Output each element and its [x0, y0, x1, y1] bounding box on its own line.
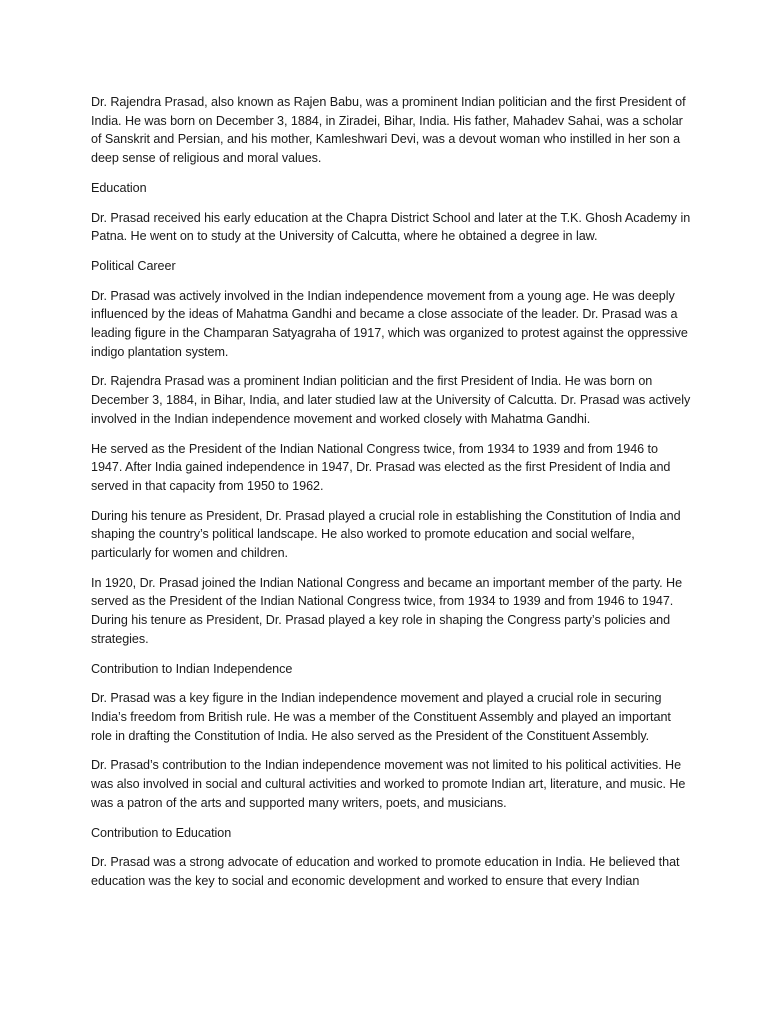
heading-contribution-independence: Contribution to Indian Independence	[91, 661, 293, 676]
heading-political-career: Political Career	[91, 258, 176, 273]
political-career-paragraph-1: Dr. Prasad was actively involved in the Indian independence movement from a young age. He was deeply influenced by the ideas of Mahatma Gandhi and became a close associate of the leader. Dr. Prasad was a leading figure in the Champaran Satyagraha of 1917, which was organized to protest against the oppressive indigo plantation system.	[91, 288, 688, 359]
independence-paragraph-2: Dr. Prasad’s contribution to the Indian independence movement was not limited to his political activities. He was also involved in social and cultural activities and worked to promote Indian art, literature, and music. He was a patron of the arts and supported many writers, poets, and musicians.	[91, 758, 686, 810]
education-contribution-paragraph: Dr. Prasad was a strong advocate of education and worked to promote education in India. He believed that education was the key to social and economic development and worked to ensure that every Indian	[91, 855, 680, 888]
intro-paragraph: Dr. Rajendra Prasad, also known as Rajen Babu, was a prominent Indian politician and the first President of India. He was born on December 3, 1884, in Ziradei, Bihar, India. His father, Mahadev Sahai, was a scholar of Sanskrit and Persian, and his mother, Kamleshwari Devi, was a devout woman who instilled in her son a deep sense of religious and moral values.	[91, 95, 686, 166]
political-career-paragraph-5: In 1920, Dr. Prasad joined the Indian National Congress and became an important member of the party. He served as the President of the Indian National Congress twice, from 1934 to 1939 and from 1946 to 1947. During his tenure as President, Dr. Prasad played a key role in shaping the Congress party’s policies and strategies.	[91, 575, 683, 646]
education-paragraph: Dr. Prasad received his early education at the Chapra District School and later at the T.K. Ghosh Academy in Patna. He went on to study at the University of Calcutta, where he obtained a degree in law.	[91, 210, 691, 244]
heading-contribution-education: Contribution to Education	[91, 825, 232, 840]
heading-education: Education	[91, 180, 147, 195]
political-career-paragraph-4: During his tenure as President, Dr. Prasad played a crucial role in establishing the Constitution of India and shaping the country’s political landscape. He also worked to promote education and social welfare, particularly for women and children.	[91, 508, 681, 561]
document-body	[91, 93, 691, 902]
political-career-paragraph-3: He served as the President of the Indian National Congress twice, from 1934 to 1939 and from 1946 to 1947. After India gained independence in 1947, Dr. Prasad was elected as the first President of India and served in that capacity from 1950 to 1962.	[91, 441, 671, 493]
political-career-paragraph-2: Dr. Rajendra Prasad was a prominent Indian politician and the first President of India. He was born on December 3, 1884, in Bihar, India, and later studied law at the University of Calcutta. Dr. Prasad was actively involved in the Indian independence movement and worked closely with Mahatma Gandhi.	[91, 374, 691, 426]
independence-paragraph-1: Dr. Prasad was a key figure in the Indian independence movement and played a crucial role in securing India’s freedom from British rule. He was a member of the Constituent Assembly and played an important role in drafting the Constitution of India. He also served as the President of the Constituent Assembly.	[91, 691, 671, 743]
